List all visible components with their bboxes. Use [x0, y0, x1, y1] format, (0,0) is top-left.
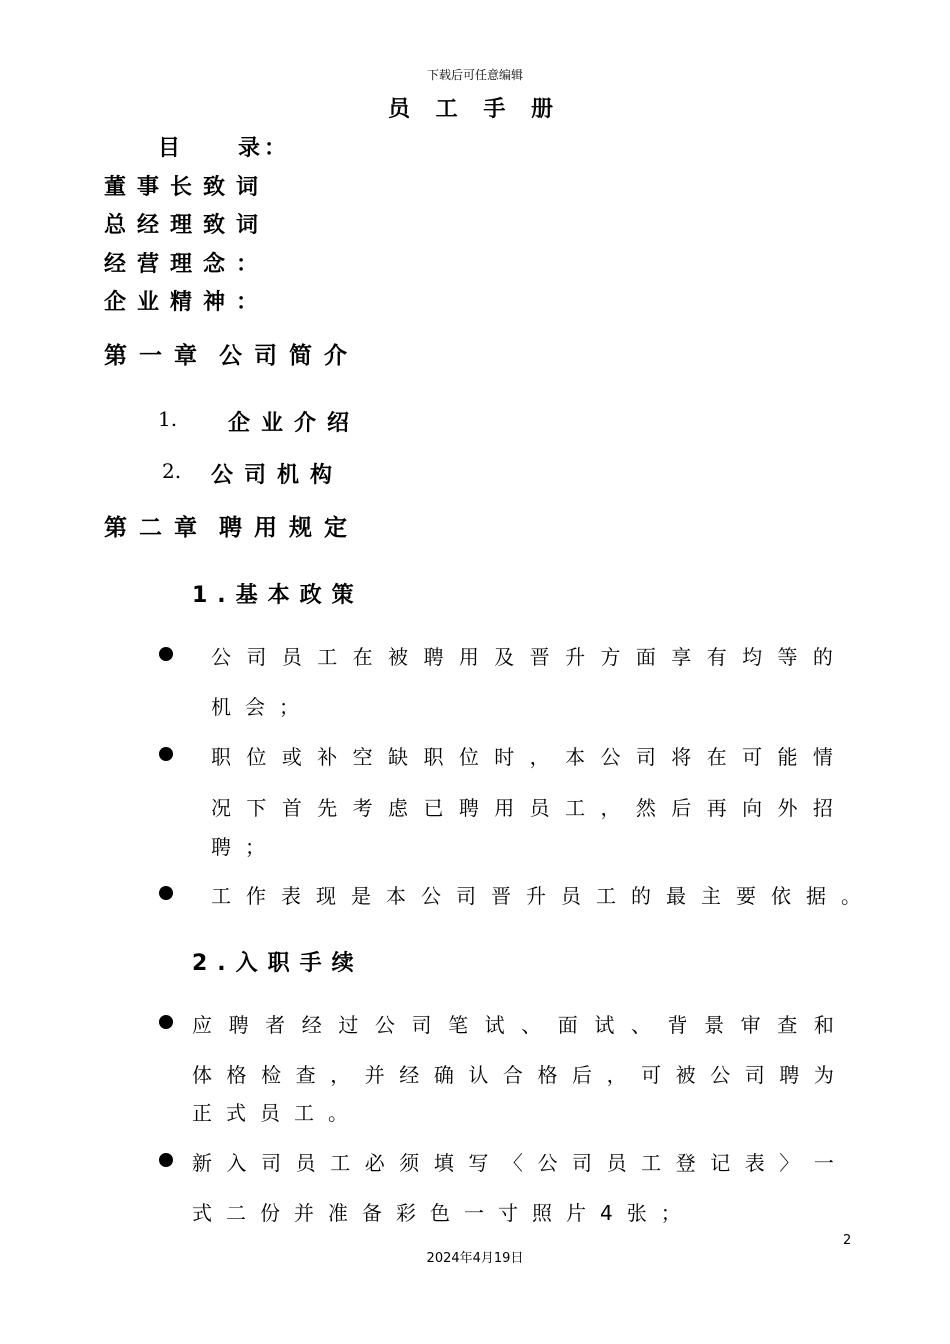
page-title: 员 工 手 册: [388, 97, 562, 122]
header-note: 下载后可任意编辑: [426, 68, 523, 82]
s1-b2-line3: 聘；: [211, 835, 279, 859]
chapter2-title: 第二章 聘用规定: [104, 515, 359, 541]
section2-title: 2.入职手续: [192, 951, 364, 976]
chapter1-item2-text: 公司机构: [211, 463, 344, 488]
footer-date: 2024年4月19日: [426, 1251, 524, 1266]
chapter1-item2-num: 2.: [162, 459, 182, 483]
bullet-dot: [159, 747, 173, 761]
bullet-dot: [159, 1153, 173, 1167]
chapter1-item1-num: 1.: [158, 407, 178, 431]
page-number: 2: [843, 1233, 852, 1248]
toc-label-text: 录：: [238, 136, 291, 161]
toc-label: 目录：: [158, 136, 291, 161]
toc-item-gm: 总经理致词: [104, 213, 270, 238]
toc-item-chairman: 董事长致词: [104, 175, 270, 200]
s1-b1-line2: 机会；: [211, 695, 313, 719]
s2-b2-line1: 新 入 司 员 工 必 须 填 写 〈 公 司 员 工 登 记 表 〉 一: [192, 1151, 834, 1175]
bullet-dot: [159, 886, 173, 900]
chapter1-title: 第一章 公司简介: [104, 343, 359, 369]
chapter1-item1-text: 企业介绍: [228, 411, 361, 436]
s1-b1-line1: 公 司 员 工 在 被 聘 用 及 晋 升 方 面 享 有 均 等 的: [211, 645, 833, 669]
section1-title: 1.基本政策: [192, 583, 364, 608]
s2-b1-line3: 正式员工。: [192, 1101, 362, 1125]
s2-b1-line2: 体 格 检 查 ， 并 经 确 认 合 格 后 ， 可 被 公 司 聘 为: [192, 1063, 834, 1087]
s1-b2-line1: 职 位 或 补 空 缺 职 位 时 ， 本 公 司 将 在 可 能 情: [211, 745, 833, 769]
toc-item-spirit: 企业精神：: [104, 290, 270, 315]
s2-b1-line1: 应 聘 者 经 过 公 司 笔 试 、 面 试 、 背 景 审 查 和: [192, 1013, 834, 1037]
s2-b2-line2: 式二份并准备彩色一寸照片4张；: [192, 1201, 695, 1225]
bullet-dot: [159, 1015, 173, 1029]
s1-b2-line2: 况 下 首 先 考 虑 已 聘 用 员 工 ， 然 后 再 向 外 招: [211, 796, 833, 820]
s1-b3-line1: 工 作 表 现 是 本 公 司 晋 升 员 工 的 最 主 要 依 据 。: [211, 884, 861, 908]
toc-item-philosophy: 经营理念：: [104, 252, 270, 277]
bullet-dot: [159, 647, 173, 661]
